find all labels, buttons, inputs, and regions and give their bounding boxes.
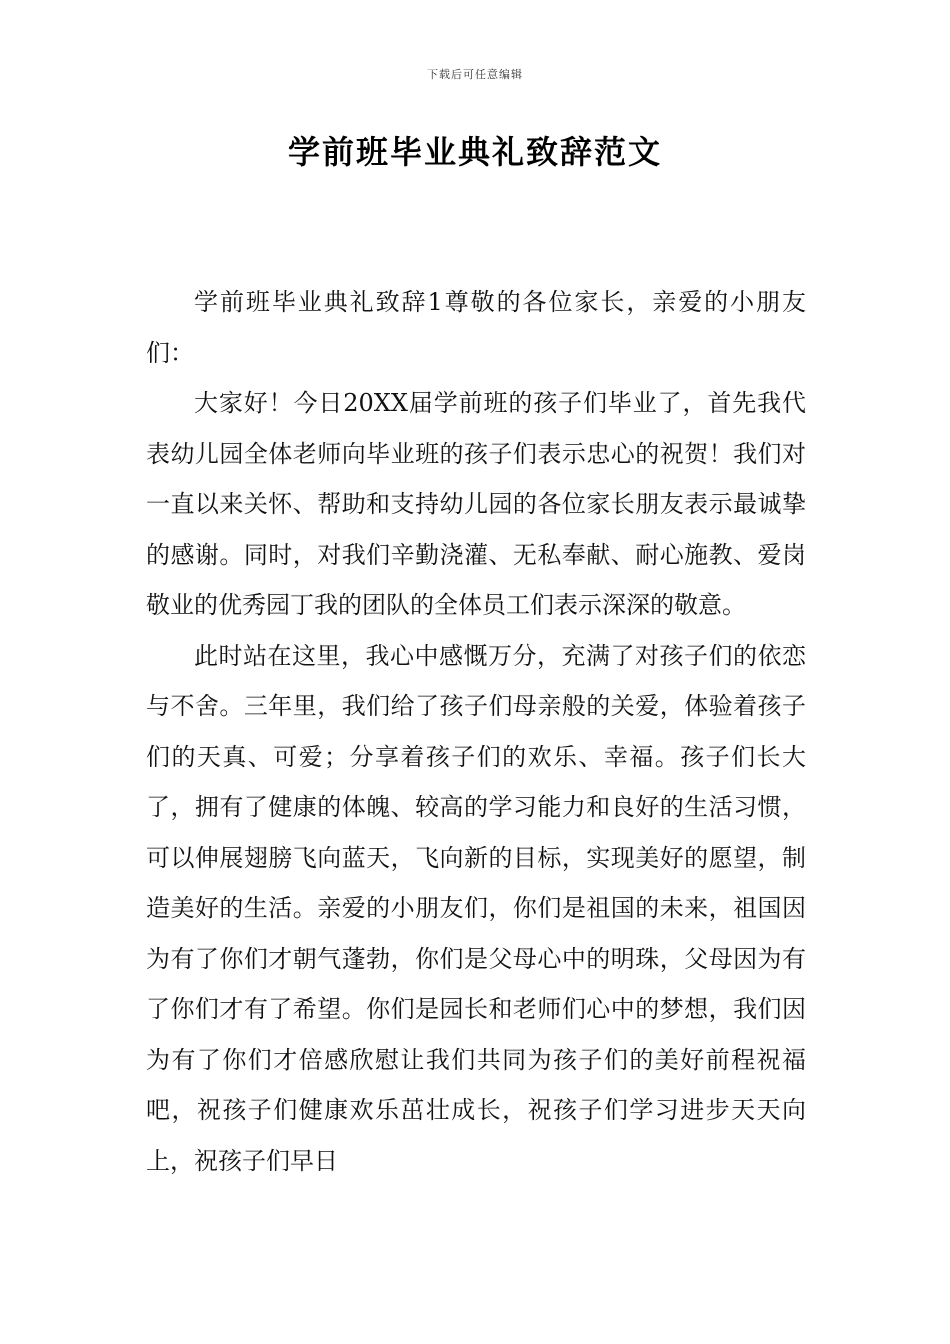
paragraph-wishes: 此时站在这里，我心中感慨万分，充满了对孩子们的依恋与不舍。三年里，我们给了孩子们母亲般的关爱，体验着孩子们的天真、可爱；分享着孩子们的欢乐、幸福。孩子们长大了，拥有了健康的体魄、较高的学习能力和良好的生活习惯，可以伸展翅膀飞向蓝天，飞向新的目标，实现美好的愿望，制造美好的生活。亲爱的小朋友们，你们是祖国的未来，祖国因为有了你们才朝气蓬勃，你们是父母心中的明珠，父母因为有了你们才有了希望。你们是园长和老师们心中的梦想，我们因为有了你们才倍感欣慰让我们共同为孩子们的美好前程祝福吧，祝孩子们健康欢乐茁壮成长，祝孩子们学习进步天天向上，祝孩子们早日: [146, 641, 806, 1175]
header-note: 下载后可任意编辑: [427, 68, 523, 81]
document-body: [146, 277, 806, 1186]
document-title: 学前班毕业典礼致辞范文: [287, 133, 662, 171]
paragraph-thanks: 大家好！今日20XX届学前班的孩子们毕业了，首先我代表幼儿园全体老师向毕业班的孩子们表示忠心的祝贺！我们对一直以来关怀、帮助和支持幼儿园的各位家长朋友表示最诚挚的感谢。同时，对我们辛勤浇灌、无私奉献、耐心施教、爱岗敬业的优秀园丁我的团队的全体员工们表示深深的敬意。: [146, 389, 806, 619]
paragraph-greeting: 学前班毕业典礼致辞1尊敬的各位家长，亲爱的小朋友们：: [146, 288, 806, 367]
